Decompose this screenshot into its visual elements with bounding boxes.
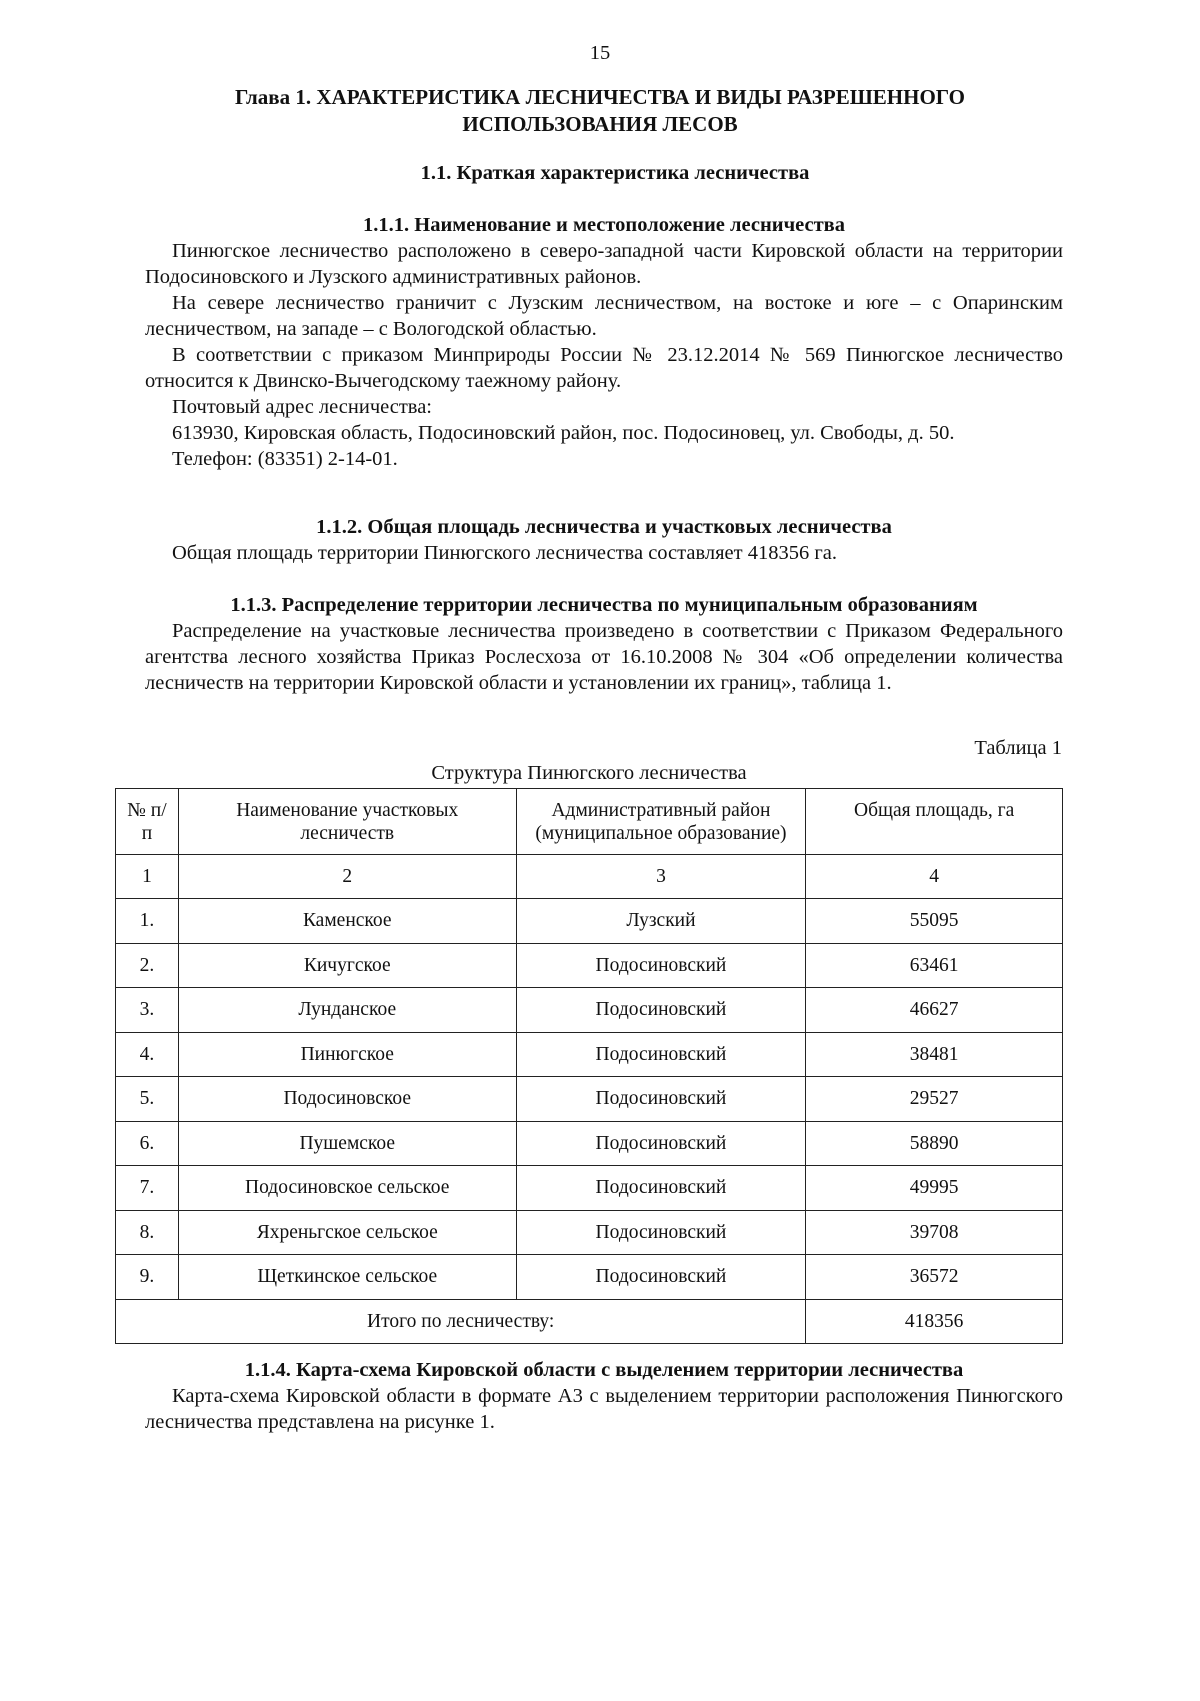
total-label: Итого по лесничеству: (116, 1299, 806, 1344)
cell: 6. (116, 1121, 179, 1166)
section-1-1-2-title: 1.1.2. Общая площадь лесничества и участковых лесничества (316, 516, 892, 538)
cell: 55095 (806, 899, 1063, 944)
forestry-structure-table (115, 788, 1063, 1344)
cell: Кичугское (178, 943, 516, 988)
table-row (116, 988, 1063, 1033)
paragraph: Почтовый адрес лесничества: (172, 396, 432, 418)
cell: Каменское (178, 899, 516, 944)
cell: Яхреньгское сельское (178, 1210, 516, 1255)
section-1-1-2 (145, 514, 1063, 566)
section-1-1-3 (145, 592, 1063, 696)
paragraph: Карта-схема Кировской области в формате А3 с выделением территории расположения Пинюгского лесничества представлена на рисунке 1. (145, 1385, 1063, 1433)
paragraph: Распределение на участковые лесничества произведено в соответствии с Приказом Федерального агентства лесного хозяйства Приказ Рослесхоза от 16.10.2008 № 304 «Об определении количества лесничеств на территории Кировской области и установлении их границ», таблица 1. (145, 620, 1063, 694)
table-row (116, 1077, 1063, 1122)
cell: Подосиновский (516, 1032, 806, 1077)
paragraph: В соответствии с приказом Минприроды России № 23.12.2014 № 569 Пинюгское лесничество относится к Двинско-Вычегодскому таежному району. (145, 344, 1063, 392)
chapter-title-line2: ИСПОЛЬЗОВАНИЯ ЛЕСОВ (462, 112, 738, 136)
paragraph: Пинюгское лесничество расположено в северо-западной части Кировской области на территории Подосиновского и Лузского административных районов. (145, 240, 1063, 288)
cell: Пинюгское (178, 1032, 516, 1077)
cell: Подосиновский (516, 1255, 806, 1300)
cell: 39708 (806, 1210, 1063, 1255)
cell: Подосиновский (516, 1077, 806, 1122)
table-row (116, 1255, 1063, 1300)
cell: 38481 (806, 1032, 1063, 1077)
cell: Подосиновский (516, 1166, 806, 1211)
cell: Подосиновский (516, 1121, 806, 1166)
cell: 4. (116, 1032, 179, 1077)
cell: 58890 (806, 1121, 1063, 1166)
table-header-row (116, 789, 1063, 855)
cell: 5. (116, 1077, 179, 1122)
section-1-1-4-title: 1.1.4. Карта-схема Кировской области с выделением территории лесничества (244, 1359, 964, 1381)
cell: 1. (116, 899, 179, 944)
cell: 46627 (806, 988, 1063, 1033)
cell: 3. (116, 988, 179, 1033)
cell: Подосиновское (178, 1077, 516, 1122)
table-row (116, 1166, 1063, 1211)
cell: 7. (116, 1166, 179, 1211)
cell: 2 (178, 855, 516, 899)
table-row (116, 1210, 1063, 1255)
table-row (116, 899, 1063, 944)
table-row (116, 1032, 1063, 1077)
cell: 63461 (806, 943, 1063, 988)
cell: 9. (116, 1255, 179, 1300)
header-cell: Общая площадь, га (806, 789, 1063, 855)
section-1-1-4 (145, 1357, 1063, 1435)
page-number: 15 (589, 42, 611, 64)
cell: Подосиновский (516, 943, 806, 988)
section-1-1-1-title: 1.1.1. Наименование и местоположение лесничества (363, 214, 845, 236)
cell: 2. (116, 943, 179, 988)
cell: Подосиновский (516, 1210, 806, 1255)
header-cell: Наименование участковых лесничеств (178, 789, 516, 855)
table-caption: Структура Пинюгского лесничества (431, 762, 747, 784)
header-cell: Административный район (муниципальное образование) (516, 789, 806, 855)
paragraph: На севере лесничество граничит с Лузским лесничеством, на востоке и юге – с Опаринским лесничеством, на западе – с Вологодской областью. (145, 292, 1063, 340)
cell: 49995 (806, 1166, 1063, 1211)
cell: Подосиновское сельское (178, 1166, 516, 1211)
cell: 3 (516, 855, 806, 899)
section-1-1-title: 1.1. Краткая характеристика лесничества (420, 162, 810, 184)
total-value: 418356 (806, 1299, 1063, 1344)
section-1-1-1 (145, 212, 1063, 472)
paragraph: 613930, Кировская область, Подосиновский район, пос. Подосиновец, ул. Свободы, д. 50. (172, 422, 955, 444)
chapter-title (0, 84, 1200, 138)
cell: 8. (116, 1210, 179, 1255)
cell: Лунданское (178, 988, 516, 1033)
paragraph: Телефон: (83351) 2-14-01. (172, 448, 398, 470)
section-1-1-3-title: 1.1.3. Распределение территории лесничества по муниципальным образованиям (230, 594, 978, 616)
paragraph: Общая площадь территории Пинюгского лесничества составляет 418356 га. (172, 542, 837, 564)
column-number-row (116, 855, 1063, 899)
cell: 29527 (806, 1077, 1063, 1122)
table-row (116, 943, 1063, 988)
cell: Щеткинское сельское (178, 1255, 516, 1300)
cell: 4 (806, 855, 1063, 899)
cell: 1 (116, 855, 179, 899)
cell: 36572 (806, 1255, 1063, 1300)
cell: Лузский (516, 899, 806, 944)
cell: Пушемское (178, 1121, 516, 1166)
chapter-title-line1: Глава 1. ХАРАКТЕРИСТИКА ЛЕСНИЧЕСТВА И ВИДЫ РАЗРЕШЕННОГО (235, 85, 965, 109)
cell: Подосиновский (516, 988, 806, 1033)
table-label: Таблица 1 (974, 737, 1062, 759)
table-total-row (116, 1299, 1063, 1344)
header-cell: № п/п (116, 789, 179, 855)
table-row (116, 1121, 1063, 1166)
